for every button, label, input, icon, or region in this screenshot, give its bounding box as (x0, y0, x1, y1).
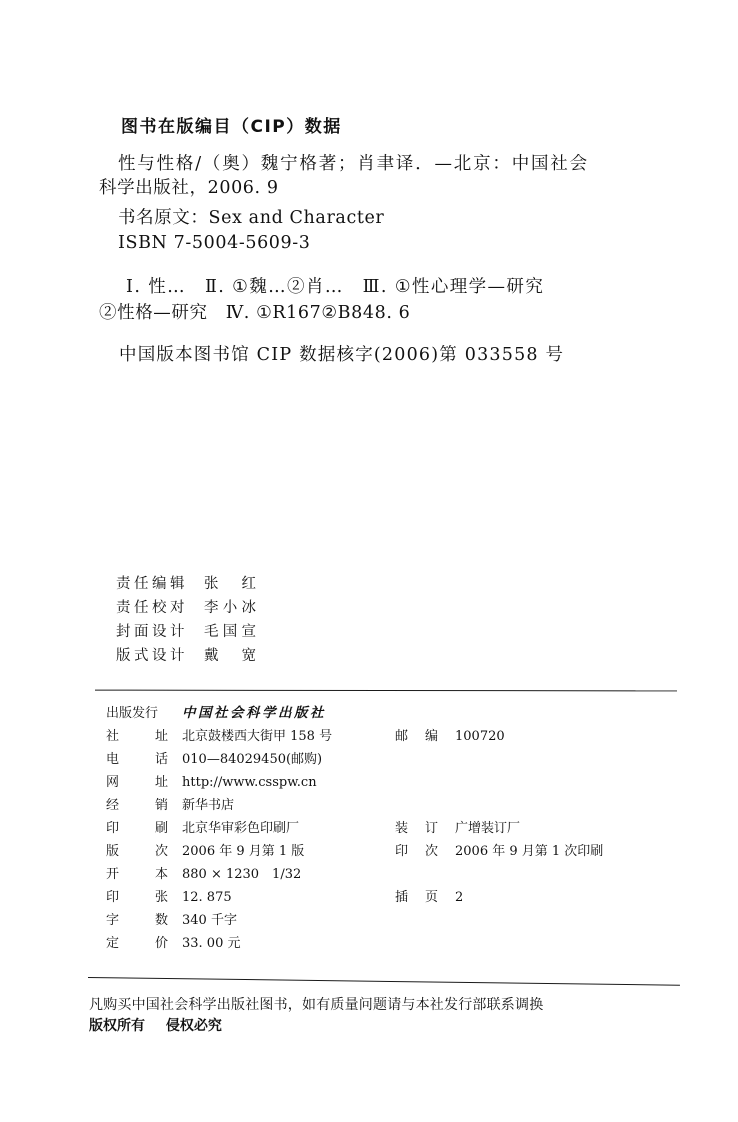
credit-name-char: 戴 (204, 647, 219, 664)
quality-notice: 凡购买中国社会科学出版社图书，如有质量问题请与本社发行部联系调换 (89, 997, 544, 1013)
copyright-reserved: 版权所有 (89, 1018, 145, 1034)
colophon-label: 销 (155, 798, 169, 813)
colophon-label: 话 (155, 752, 169, 767)
colophon-value: 33. 00 元 (182, 936, 241, 951)
copyright-infringement-warning: 侵权必究 (165, 1018, 222, 1034)
colophon-label: 定 (106, 936, 120, 951)
colophon-value: 880 × 1230 1/32 (182, 867, 302, 882)
colophon-label: 开 (106, 867, 120, 882)
cip-classification-line-2: ②性格—研究 Ⅳ. ①R167②B848. 6 (99, 303, 411, 323)
colophon-label: 编 (425, 729, 439, 744)
colophon-label: 邮 (395, 729, 409, 744)
cip-record-number: 中国版本图书馆 CIP 数据核字(2006)第 033558 号 (119, 345, 565, 365)
credit-name-char: 宽 (241, 647, 256, 664)
credit-name-char: 张 (204, 575, 219, 592)
colophon-label: 经 (106, 798, 120, 813)
credit-row-editor (116, 570, 256, 594)
credit-name-char: 宣 (241, 623, 256, 640)
colophon-label: 印 (395, 844, 409, 859)
colophon-label: 址 (155, 775, 169, 790)
credit-label: 责任校对 (116, 599, 188, 616)
credit-name-char: 毛 (204, 623, 219, 640)
credits-list (116, 570, 256, 666)
colophon-label: 张 (155, 890, 169, 905)
colophon-value: 100720 (455, 729, 505, 744)
colophon-value: 2 (455, 890, 464, 905)
colophon-value: 2006 年 9 月第 1 版 (182, 844, 305, 859)
cip-main-line-1: 性与性格/（奥）魏宁格著；肖聿译．—北京：中国社会 (118, 154, 589, 174)
colophon-label: 刷 (155, 821, 169, 836)
credit-row-proofreader (116, 594, 256, 618)
colophon-label: 页 (425, 890, 439, 905)
credit-name-char: 红 (241, 575, 256, 592)
colophon-label: 印 (106, 821, 120, 836)
colophon-value: 12. 875 (182, 890, 232, 905)
credit-name (204, 572, 256, 593)
credit-row-layout-design (116, 642, 256, 666)
cip-heading: 图书在版编目（CIP）数据 (121, 117, 342, 137)
cip-classification-line-1: Ⅰ. 性… Ⅱ. ①魏…②肖… Ⅲ. ①性心理学—研究 (126, 277, 545, 297)
credit-name (204, 644, 256, 665)
colophon-value: 340 千字 (182, 913, 237, 928)
credit-name (204, 596, 256, 617)
credit-name-char: 小 (222, 599, 238, 616)
colophon-label: 本 (155, 867, 169, 882)
credit-label: 版式设计 (116, 647, 188, 664)
colophon-value: 新华书店 (182, 798, 235, 813)
colophon-value: 2006 年 9 月第 1 次印刷 (455, 844, 604, 859)
colophon-label: 装 (395, 821, 409, 836)
cip-original-title: 书名原文：Sex and Character (118, 208, 385, 228)
colophon-label: 字 (106, 913, 120, 928)
colophon-value: 北京华审彩色印刷厂 (182, 821, 300, 836)
colophon-label: 订 (425, 821, 439, 836)
credit-row-cover-design (116, 618, 256, 642)
divider-bottom (88, 977, 680, 986)
colophon-value: 广增装订厂 (455, 821, 521, 836)
colophon-label: 价 (155, 936, 169, 951)
publisher-name: 中国社会科学出版社 (182, 705, 326, 721)
cip-main-line-2: 科学出版社，2006. 9 (99, 178, 279, 198)
copyright-notice (89, 1015, 222, 1035)
colophon-label: 次 (425, 844, 439, 859)
colophon-label: 次 (155, 844, 169, 859)
credit-name-char: 冰 (241, 599, 256, 616)
cip-isbn: ISBN 7-5004-5609-3 (118, 233, 311, 253)
colophon-label: 电 (106, 752, 120, 767)
credit-name (204, 620, 256, 641)
credit-name-char: 国 (222, 623, 238, 640)
colophon-value: 北京鼓楼西大街甲 158 号 (182, 729, 333, 744)
colophon-label: 印 (106, 890, 120, 905)
credit-label: 封面设计 (116, 623, 188, 640)
divider-top (95, 690, 677, 692)
colophon-label: 数 (155, 913, 169, 928)
colophon-value: 010—84029450(邮购) (182, 752, 323, 767)
colophon-label: 网 (106, 775, 120, 790)
credit-label: 责任编辑 (116, 575, 188, 592)
colophon-label: 版 (106, 844, 120, 859)
colophon-label: 址 (155, 729, 169, 744)
colophon-value: http://www.csspw.cn (182, 775, 317, 790)
credit-name-char: 李 (204, 599, 219, 616)
colophon-label: 社 (106, 729, 120, 744)
colophon-label: 出版发行 (106, 706, 159, 721)
colophon-label: 插 (395, 890, 409, 905)
